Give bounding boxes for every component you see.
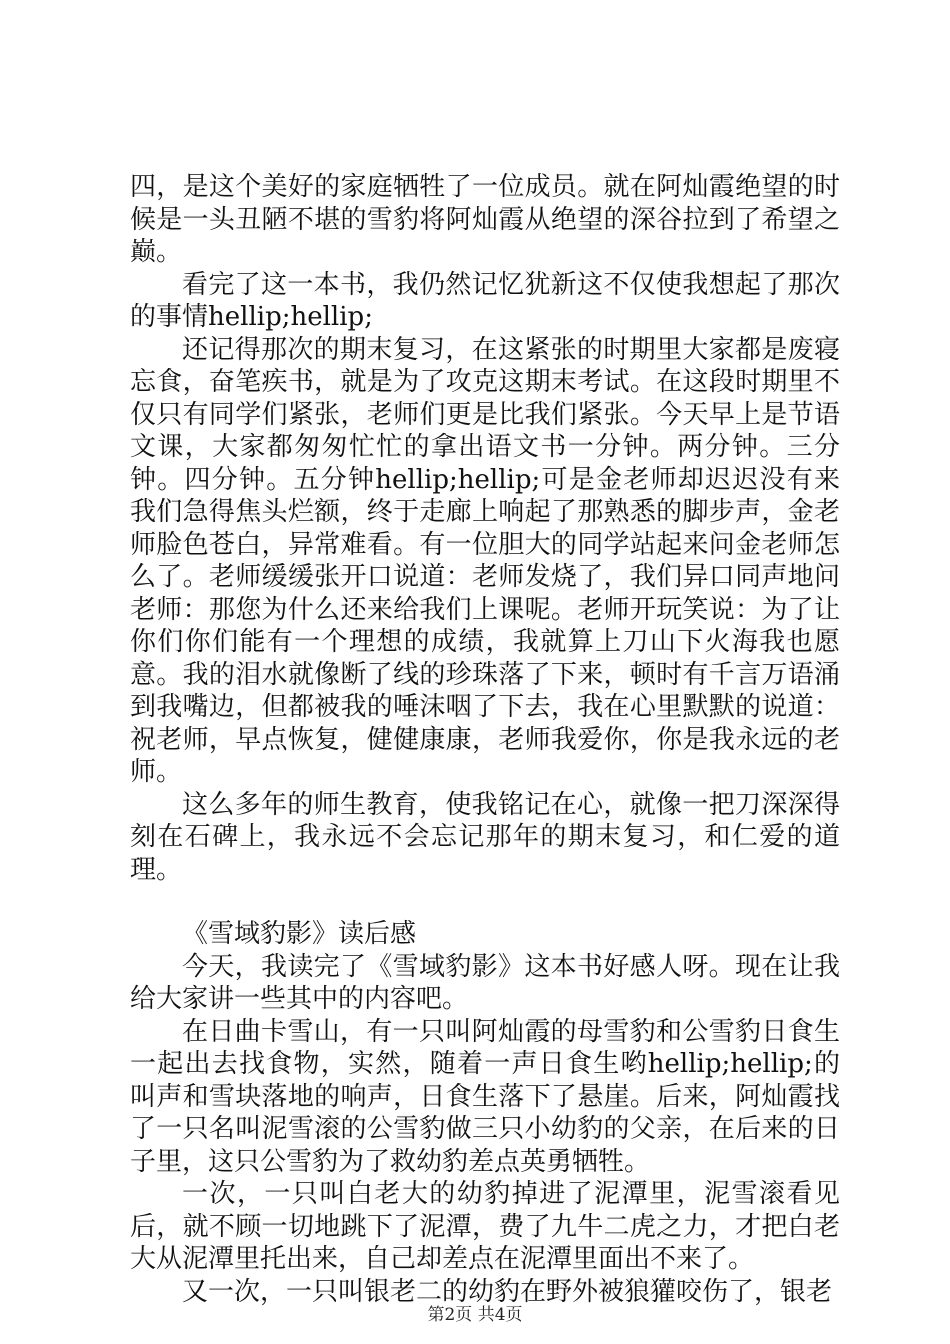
paragraph-7: 一次，一只叫白老大的幼豹掉进了泥潭里，泥雪滚看见后，就不顾一切地跳下了泥潭，费了九牛二虎之力，才把白老大从泥潭里托出来，自己却差点在泥潭里面出不来了。 xyxy=(130,1179,840,1274)
paragraph-3: 还记得那次的期末复习，在这紧张的时期里大家都是废寝忘食，奋笔疾书，就是为了攻克这期末考试。在这段时期里不仅只有同学们紧张，老师们更是比我们紧张。今天早上是节语文课，大家都匆匆忙忙的拿出语文书一分钟。两分钟。三分钟。四分钟。五分钟hellip;hellip;可是金老师却迟迟没有来我们急得焦头烂额，终于走廊上响起了那熟悉的脚步声，金老师脸色苍白，异常难看。有一位胆大的同学站起来问金老师怎么了。老师缓缓张开口说道：老师发烧了，我们异口同声地问老师：那您为什么还来给我们上课呢。老师开玩笑说：为了让你们你们能有一个理想的成绩，我就算上刀山下火海我也愿意。我的泪水就像断了线的珍珠落了下来，顿时有千言万语涌到我嘴边，但都被我的唾沫咽了下去，我在心里默默的说道：祝老师，早点恢复，健健康康，老师我爱你，你是我永远的老师。 xyxy=(130,334,840,787)
document-body xyxy=(130,171,840,1308)
paragraph-4: 这么多年的师生教育，使我铭记在心，就像一把刀深深得刻在石碑上，我永远不会忘记那年的期末复习，和仁爱的道理。 xyxy=(130,789,840,885)
paragraph-5: 今天，我读完了《雪域豹影》这本书好感人呀。现在让我给大家讲一些其中的内容吧。 xyxy=(130,951,840,1014)
paragraph-8: 又一次，一只叫银老二的幼豹在野外被狼獾咬伤了，银老 xyxy=(182,1276,833,1307)
paragraph-2: 看完了这一本书，我仍然记忆犹新这不仅使我想起了那次的事情hellip;hellip; xyxy=(130,269,840,332)
paragraph-1: 四，是这个美好的家庭牺牲了一位成员。就在阿灿霞绝望的时候是一头丑陋不堪的雪豹将阿灿霞从绝望的深谷拉到了希望之巅。 xyxy=(130,172,840,267)
section-gap xyxy=(130,886,840,918)
page-number-footer: 第2页 共4页 xyxy=(427,1305,523,1325)
paragraph-6: 在日曲卡雪山，有一只叫阿灿霞的母雪豹和公雪豹日食生一起出去找食物，实然，随着一声日食生哟hellip;hellip;的叫声和雪块落地的响声，日食生落下了悬崖。后来，阿灿霞找了一只名叫泥雪滚的公雪豹做三只小幼豹的父亲，在后来的日子里，这只公雪豹为了救幼豹差点英勇牺牲。 xyxy=(130,1016,840,1177)
essay-title: 《雪域豹影》读后感 xyxy=(182,919,417,949)
